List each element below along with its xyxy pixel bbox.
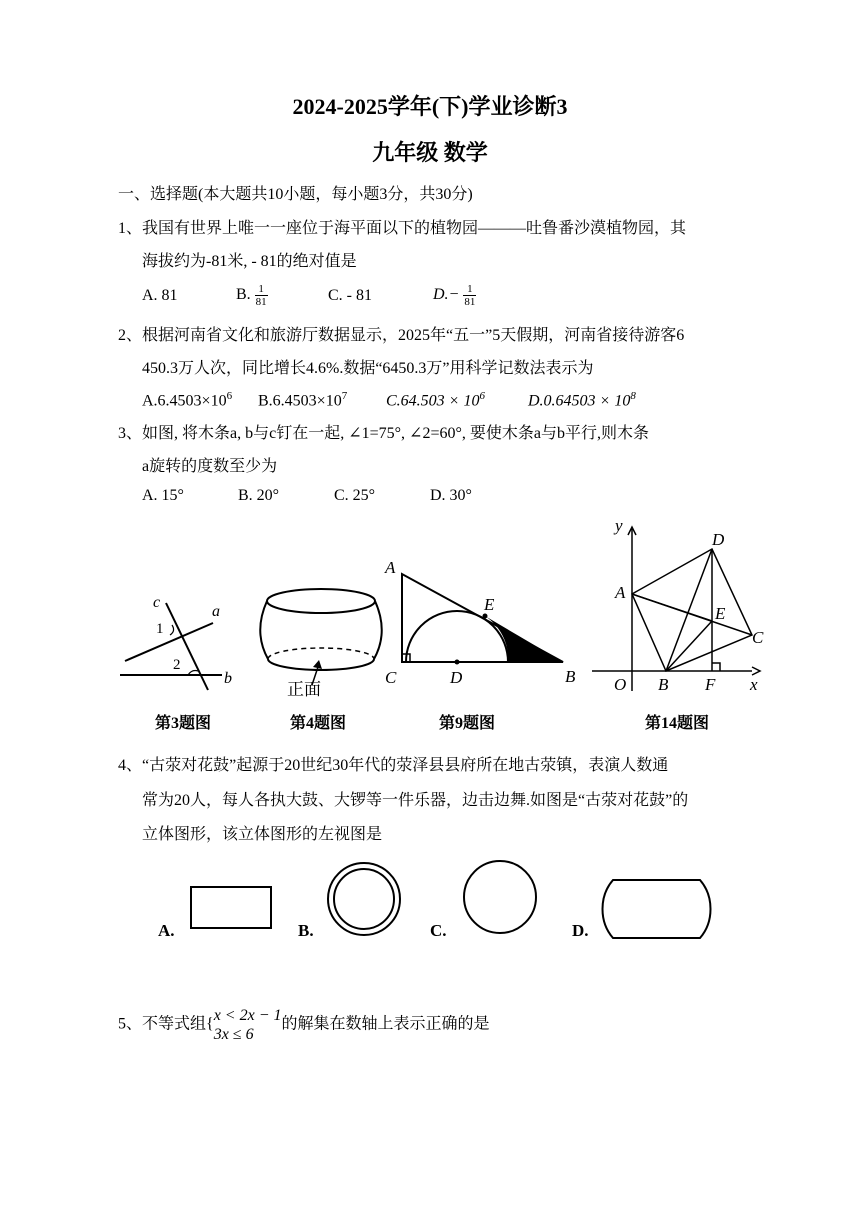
label-F: F bbox=[705, 675, 716, 694]
q2-option-d-exp: 8 bbox=[630, 390, 636, 402]
label-B: B bbox=[565, 667, 576, 686]
right-angle-f bbox=[712, 663, 720, 671]
angle-1-arc bbox=[170, 625, 174, 635]
label-1: 1 bbox=[156, 621, 164, 637]
q3-option-d: D. 30° bbox=[430, 487, 472, 504]
q4-option-a bbox=[158, 887, 271, 940]
q5-prefix: 5、不等式组{ bbox=[118, 1015, 214, 1033]
q3-option-b: B. 20° bbox=[238, 487, 280, 504]
drum-left-side bbox=[260, 601, 268, 659]
stick-c bbox=[166, 603, 208, 690]
q1-option-b bbox=[236, 283, 268, 308]
label-c: c bbox=[153, 594, 161, 611]
q2-option-d-base: D.0.64503 × 10 bbox=[528, 392, 631, 410]
point-d bbox=[455, 660, 460, 665]
outer-circle bbox=[328, 863, 400, 935]
figure-9 bbox=[384, 558, 576, 732]
label-x: x bbox=[750, 675, 758, 694]
q1-option-b-fraction bbox=[255, 283, 268, 308]
q2-option-c-base: C.64.503 × 10 bbox=[386, 392, 480, 410]
semicircle bbox=[406, 611, 508, 662]
caption-fig9: 第9题图 bbox=[438, 715, 496, 732]
q2-option-a bbox=[142, 390, 232, 410]
line-bd bbox=[666, 549, 712, 671]
q4-option-a-label: A. bbox=[158, 921, 175, 940]
page-subtitle: 九年级 数学 bbox=[372, 140, 488, 165]
q3-line2: a旋转的度数至少为 bbox=[142, 458, 278, 475]
q4-line2: 常为20人，每人各执大鼓、大锣等一件乐器，边击边舞.如图是“古荥对花鼓”的 bbox=[142, 792, 689, 809]
label-O: O bbox=[614, 675, 627, 694]
q2-option-a-base: A.6.4503×10 bbox=[142, 392, 227, 410]
q1-option-b-denominator: 81 bbox=[255, 296, 267, 308]
q2-option-d bbox=[528, 390, 636, 410]
q3-line1: 3、如图, 将木条a, b与c钉在一起, ∠1=75°, ∠2=60°, 要使木条a与b平行,则木条 bbox=[118, 425, 649, 442]
q2-option-b-base: B.6.4503×10 bbox=[258, 392, 342, 410]
q1-option-d-prefix: D.− bbox=[433, 286, 460, 304]
section-heading: 一、选择题(本大题共10小题，每小题3分，共30分) bbox=[118, 186, 473, 203]
figure-14 bbox=[592, 516, 764, 732]
label-E: E bbox=[715, 604, 726, 623]
inequality-1: x < 2x − 1 bbox=[213, 1007, 282, 1024]
q1-option-d-numerator: 1 bbox=[463, 283, 476, 296]
q4-option-c bbox=[430, 861, 536, 940]
q1-line1: 1、我国有世界上唯一一座位于海平面以下的植物园———吐鲁番沙漠植物园，其 bbox=[118, 220, 687, 237]
q2-line2: 450.3万人次，同比增长4.6%.数据“6450.3万”用科学记数法表示为 bbox=[142, 360, 594, 377]
barrel-shape bbox=[603, 880, 711, 938]
q4-options bbox=[0, 850, 860, 950]
q2-option-a-exp: 6 bbox=[226, 390, 233, 402]
q1-option-b-prefix: B. bbox=[236, 286, 251, 304]
circle-shape bbox=[464, 861, 536, 933]
q4-option-b-label: B. bbox=[298, 921, 314, 940]
q4-option-b bbox=[298, 863, 400, 940]
label-B: B bbox=[658, 675, 669, 694]
drum-top bbox=[267, 589, 375, 613]
page-title: 2024-2025学年(下)学业诊断3 bbox=[292, 94, 568, 119]
front-arrow-head bbox=[313, 660, 322, 669]
point-e bbox=[483, 614, 488, 619]
q4-option-d bbox=[572, 880, 711, 940]
figure-3 bbox=[120, 594, 232, 732]
caption-fig14: 第14题图 bbox=[644, 715, 710, 732]
drum-right-side bbox=[374, 601, 382, 659]
q4-option-c-label: C. bbox=[430, 921, 447, 940]
label-D: D bbox=[450, 668, 463, 687]
label-front: 正面 bbox=[287, 680, 321, 699]
inequality-2: 3x ≤ 6 bbox=[213, 1026, 254, 1043]
caption-fig4: 第4题图 bbox=[289, 715, 347, 732]
q3-option-c: C. 25° bbox=[334, 487, 376, 504]
q1-option-b-numerator: 1 bbox=[255, 283, 268, 296]
figure-4 bbox=[260, 589, 381, 732]
q1-option-d bbox=[433, 283, 476, 308]
q5-line bbox=[118, 1006, 490, 1044]
q4-line3: 立体图形，该立体图形的左视图是 bbox=[142, 826, 383, 843]
square-abcd bbox=[632, 549, 752, 671]
line-be bbox=[666, 621, 712, 671]
q2-option-b bbox=[258, 390, 347, 410]
q1-line2: 海拔约为-81米, - 81的绝对值是 bbox=[142, 253, 357, 270]
figures-row bbox=[0, 515, 860, 745]
inequality-system bbox=[214, 1006, 282, 1044]
caption-fig3: 第3题图 bbox=[154, 715, 212, 732]
rectangle-shape bbox=[191, 887, 271, 928]
q4-option-d-label: D. bbox=[572, 921, 589, 940]
q1-option-d-denominator: 81 bbox=[464, 296, 476, 308]
label-C: C bbox=[752, 628, 764, 647]
label-C: C bbox=[385, 668, 397, 687]
inner-circle bbox=[334, 869, 394, 929]
q2-option-c-exp: 6 bbox=[479, 390, 485, 402]
label-A: A bbox=[385, 558, 396, 577]
line-ae bbox=[632, 594, 712, 621]
q2-option-c bbox=[386, 390, 485, 410]
label-y: y bbox=[615, 516, 623, 535]
drum-bottom-back bbox=[268, 648, 374, 659]
label-b: b bbox=[224, 670, 232, 687]
q2-line1: 2、根据河南省文化和旅游厅数据显示，2025年“五一”5天假期，河南省接待游客6 bbox=[118, 327, 685, 344]
q4-line1: 4、“古荥对花鼓”起源于20世纪30年代的荥泽县县府所在地古荥镇，表演人数通 bbox=[118, 757, 669, 774]
label-E: E bbox=[484, 595, 495, 614]
x-axis-arrow bbox=[752, 667, 760, 675]
q1-option-d-fraction bbox=[463, 283, 476, 308]
q1-option-c: C. - 81 bbox=[328, 287, 372, 304]
q3-option-a: A. 15° bbox=[142, 487, 184, 504]
q5-suffix: 的解集在数轴上表示正确的是 bbox=[281, 1015, 490, 1033]
label-D: D bbox=[712, 530, 725, 549]
label-2: 2 bbox=[173, 657, 181, 673]
q2-option-b-exp: 7 bbox=[341, 390, 348, 402]
label-a: a bbox=[212, 603, 220, 620]
q1-option-a: A. 81 bbox=[142, 287, 178, 304]
stick-a bbox=[125, 623, 213, 661]
label-A: A bbox=[615, 583, 626, 602]
